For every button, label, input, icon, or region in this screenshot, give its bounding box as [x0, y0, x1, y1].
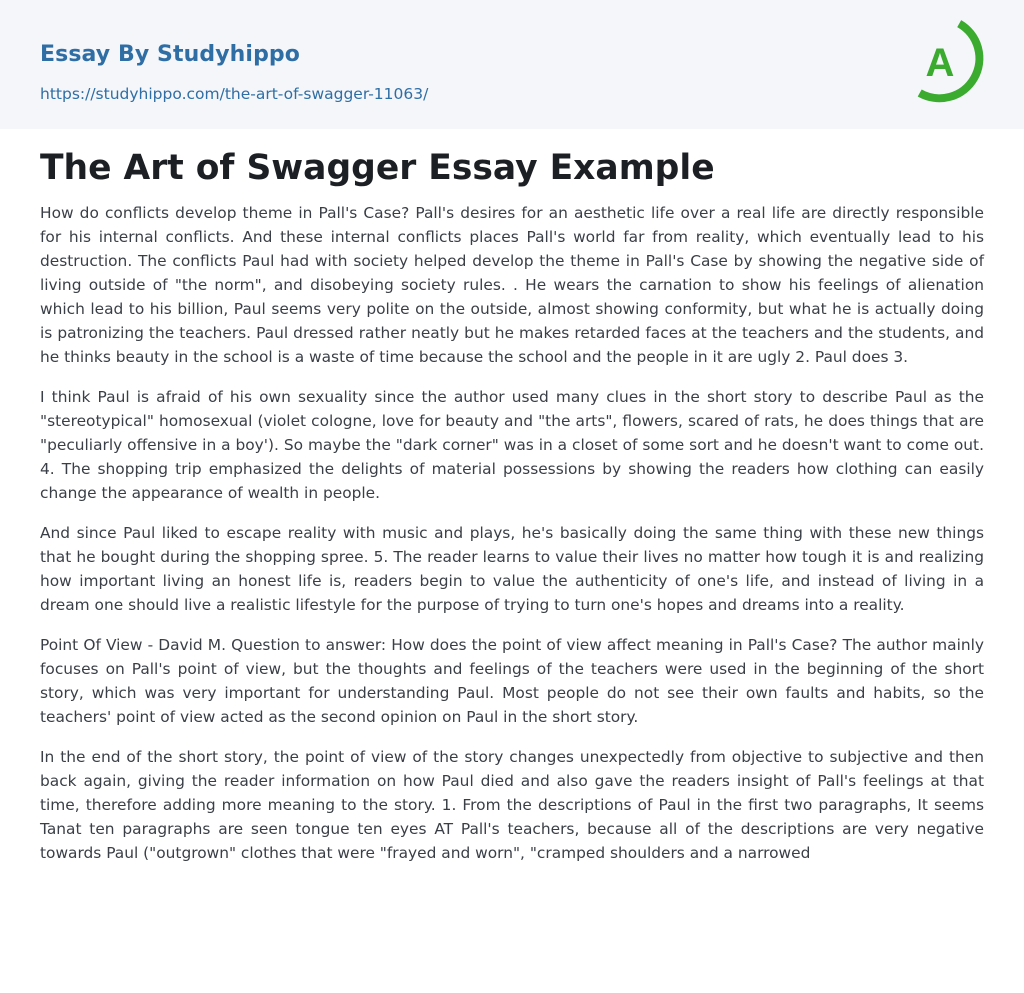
essay-paragraph: How do conflicts develop theme in Pall's Case? Pall's desires for an aesthetic life over a real life are directly responsible for his internal conflicts. And these internal conflicts places Pall's world far from reality, which eventually lead to his destruction. The conflicts Paul had with society helped develop the theme in Pall's Case by showing the negative side of living outside of "the norm", and disobeying society rules. . He wears the carnation to show his feelings of alienation which lead to his billion, Paul seems very polite on the outside, almost showing conformity, but what he is actually doing is patronizing the teachers. Paul dressed rather neatly but he makes retarded faces at the teachers and the students, and he thinks beauty in the school is a waste of time because the school and the people in it are ugly 2. Paul does 3.	[40, 204, 984, 366]
essay-paragraph: And since Paul liked to escape reality with music and plays, he's basically doing the same thing with these new things that he bought during the shopping spree. 5. The reader learns to value their lives no matter how tough it is and realizing how important living an honest life is, readers begin to value the authenticity of one's life, and instead of living in a dream one should live a realistic lifestyle for the purpose of trying to turn one's hopes and dreams into a reality.	[40, 524, 984, 614]
essay-paragraph: Point Of View - David M. Question to answer: How does the point of view affect meaning in Pall's Case? The author mainly focuses on Pall's point of view, but the thoughts and feelings of the teachers were used in the beginning of the short story, which was very important for understanding Paul. Most people do not see their own faults and habits, so the teachers' point of view acted as the second opinion on Paul in the short story.	[40, 636, 984, 726]
page-title: The Art of Swagger Essay Example	[40, 148, 715, 188]
essay-paragraph: In the end of the short story, the point of view of the story changes unexpectedly from objective to subjective and then back again, giving the reader information on how Paul died and also gave the readers insight of Pall's feelings at that time, therefore adding more meaning to the story. 1. From the descriptions of Paul in the first two paragraphs, It seems Tanat ten paragraphs are seen tongue ten eyes AT Pall's teachers, because all of the descriptions are very negative towards Paul ("outgrown" clothes that were "frayed and worn", "cramped shoulders and a narrowed	[40, 748, 984, 862]
essay-body	[40, 201, 984, 881]
source-url-link[interactable]: https://studyhippo.com/the-art-of-swagger-11063/	[40, 85, 429, 103]
studyhippo-logo-icon[interactable]	[914, 20, 986, 104]
logo-letter: A	[925, 41, 955, 85]
essay-paragraph: I think Paul is afraid of his own sexuality since the author used many clues in the short story to describe Paul as the "stereotypical" homosexual (violet cologne, love for beauty and "the arts", flowers, scared of rats, he does things that are "peculiarly offensive in a boy'). So maybe the "dark corner" was in a closet of some sort and he doesn't want to come out. 4. The shopping trip emphasized the delights of material possessions by showing the readers how clothing can easily change the appearance of wealth in people.	[40, 388, 984, 502]
brand-title[interactable]: Essay By Studyhippo	[40, 42, 300, 67]
